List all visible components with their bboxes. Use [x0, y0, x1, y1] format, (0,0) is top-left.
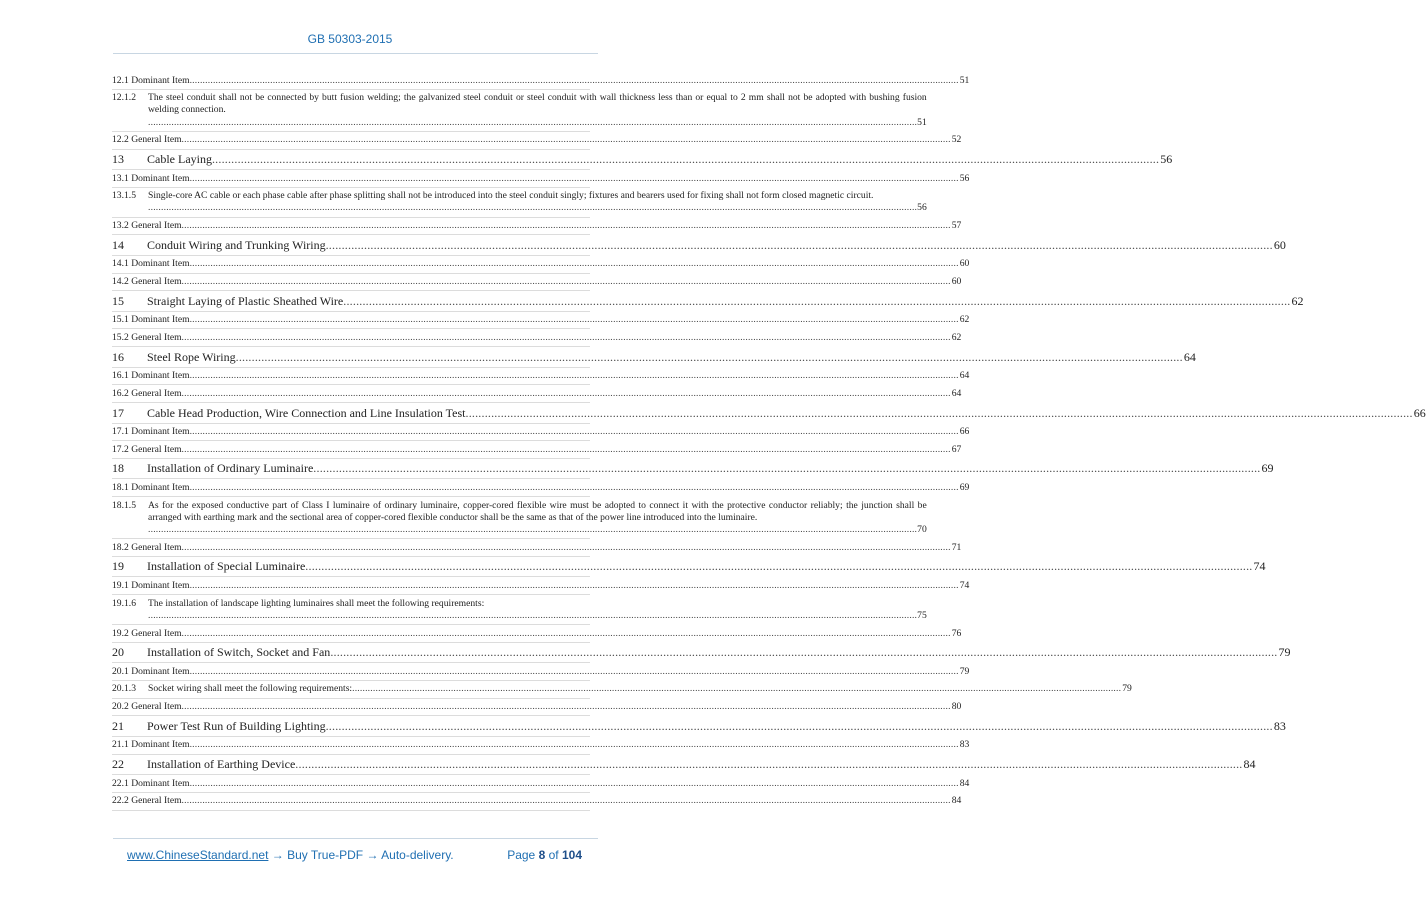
- toc-entry-title: Cable Laying: [147, 152, 212, 167]
- toc-entry[interactable]: [112, 385, 962, 403]
- page-header: GB 50303-2015: [307, 32, 393, 46]
- toc-entry-page: 74: [959, 579, 970, 591]
- leader-dots: [190, 426, 959, 438]
- toc-entry-number: 15.1: [112, 314, 129, 326]
- toc-entry-page: 79: [959, 665, 970, 677]
- toc-entry-page: 62: [951, 331, 962, 343]
- leader-dots: [190, 739, 959, 751]
- toc-entry-title: Dominant Item: [131, 74, 190, 86]
- toc-entry-title: Installation of Special Luminaire: [147, 559, 306, 574]
- toc-entry-title: The installation of landscape lighting luminaires shall meet the following requirements:: [148, 597, 485, 609]
- website-link[interactable]: www.ChineseStandard.net: [127, 848, 269, 862]
- toc-entry-number: 20.2: [112, 701, 129, 713]
- toc-entry-number: 21.1: [112, 739, 129, 751]
- leader-dots: [190, 482, 959, 494]
- toc-entry-page: 74: [1253, 559, 1266, 574]
- toc-entry-page: 64: [959, 370, 970, 382]
- leader-dots: [148, 202, 917, 214]
- toc-entry-number: 14.1: [112, 258, 129, 270]
- leader-dots: [182, 628, 951, 640]
- toc-entry[interactable]: [112, 403, 1426, 424]
- toc-entry-page: 60: [951, 276, 962, 288]
- toc-entry-number: 18.1.5: [112, 499, 136, 511]
- toc-entry-page: 84: [951, 795, 962, 807]
- toc-entry-page: 83: [1273, 718, 1286, 733]
- toc-entry-number: 18.1: [112, 481, 129, 493]
- leader-dots: [182, 542, 951, 554]
- toc-entry-number: 22: [112, 757, 124, 772]
- toc-entry[interactable]: [112, 539, 962, 557]
- toc-entry-page: 67: [951, 443, 962, 455]
- toc-entry-title: General Item: [131, 541, 182, 553]
- toc-entry-title: Conduit Wiring and Trunking Wiring: [147, 237, 326, 252]
- toc-entry[interactable]: [112, 347, 1196, 368]
- header-divider: [113, 53, 598, 54]
- leader-dots: [182, 795, 951, 807]
- toc-entry-number: 14.2: [112, 276, 129, 288]
- toc-entry-title: General Item: [131, 331, 182, 343]
- toc-entry-title: Dominant Item: [131, 777, 190, 789]
- toc-entry-page: 79: [1122, 683, 1132, 695]
- toc-entry-title: Steel Rope Wiring: [147, 349, 236, 364]
- toc-entry-page: 69: [1261, 461, 1274, 476]
- toc-entry-title: Dominant Item: [131, 665, 190, 677]
- leader-dots: [352, 683, 1121, 695]
- toc-entry-page: 52: [951, 134, 962, 146]
- leader-dots: [190, 173, 959, 185]
- toc-entry[interactable]: [112, 595, 927, 625]
- toc-entry[interactable]: [112, 557, 1266, 578]
- toc-entry-title: Socket wiring shall meet the following requirements:: [148, 683, 353, 695]
- toc-entry-page: 84: [1243, 757, 1256, 772]
- toc-entry[interactable]: [112, 755, 1256, 776]
- toc-entry-title: Single-core AC cable or each phase cable after phase splitting shall not be introduced into the steel conduit singly; fixtures and bearers used for fixing shall not form closed magnetic circuit.: [148, 190, 874, 202]
- toc-entry-number: 15.2: [112, 331, 129, 343]
- leader-dots: [148, 610, 917, 622]
- toc-entry-number: 12.1.2: [112, 92, 136, 104]
- leader-dots: [148, 117, 917, 129]
- toc-entry-number: 15: [112, 293, 124, 308]
- toc-entry-title: Installation of Earthing Device: [147, 757, 296, 772]
- toc-entry-number: 20: [112, 645, 124, 660]
- page-number: Page 8 of 104: [507, 848, 582, 862]
- leader-dots: [182, 388, 951, 400]
- toc-entry-title: Dominant Item: [131, 314, 190, 326]
- toc-entry[interactable]: [112, 497, 927, 539]
- toc-entry-number: 20.1: [112, 665, 129, 677]
- toc-entry[interactable]: [112, 132, 962, 150]
- leader-dots: [313, 461, 1260, 476]
- leader-dots: [182, 332, 951, 344]
- toc-entry[interactable]: [112, 775, 970, 793]
- toc-entry-page: 66: [1413, 405, 1426, 420]
- toc-entry-number: 12.2: [112, 134, 129, 146]
- toc-entry-title: As for the exposed conductive part of Class I luminaire of ordinary luminaire, copper-cored flexible wire must be adopted to connect it with the protective conductor reliably; the junction shall be arranged with earthing mark and the sectional area of copper-cored flexible conductor shall be the same as that of the power line introduced into the luminaire.: [148, 499, 927, 523]
- toc-entry-title: Dominant Item: [131, 426, 190, 438]
- toc-entry-title: The steel conduit shall not be connected by butt fusion welding; the galvanized steel conduit or steel conduit with wall thickness less than or equal to 2 mm shall not be adopted with bushing fusion welding connection.: [148, 92, 927, 116]
- toc-entry-title: General Item: [131, 443, 182, 455]
- toc-entry-page: 69: [959, 481, 970, 493]
- toc-entry-page: 76: [951, 627, 962, 639]
- toc-entry-page: 56: [959, 172, 970, 184]
- toc-entry-title: General Item: [131, 701, 182, 713]
- toc-entry[interactable]: [112, 793, 962, 811]
- toc-entry-title: General Item: [131, 387, 182, 399]
- toc-entry-number: 16.1: [112, 370, 129, 382]
- leader-dots: [190, 580, 959, 592]
- table-of-contents: [112, 72, 1426, 811]
- toc-entry-number: 13: [112, 152, 124, 167]
- footer-divider: [113, 838, 598, 839]
- leader-dots: [295, 757, 1242, 772]
- leader-dots: [190, 75, 959, 87]
- toc-entry-title: Installation of Ordinary Luminaire: [147, 461, 314, 476]
- toc-entry-title: Dominant Item: [131, 258, 190, 270]
- leader-dots: [190, 666, 959, 678]
- toc-entry-number: 19: [112, 559, 124, 574]
- leader-dots: [326, 238, 1273, 253]
- toc-entry-page: 79: [1278, 645, 1291, 660]
- arrow-icon: →: [271, 848, 284, 862]
- toc-entry-title: Installation of Switch, Socket and Fan: [147, 645, 331, 660]
- toc-entry-number: 18: [112, 461, 124, 476]
- leader-dots: [343, 294, 1290, 309]
- page-footer: [127, 848, 582, 862]
- toc-entry-number: 19.2: [112, 627, 129, 639]
- toc-entry[interactable]: [112, 441, 962, 459]
- leader-dots: [190, 258, 959, 270]
- toc-entry-number: 19.1: [112, 579, 129, 591]
- toc-entry-page: 60: [959, 258, 970, 270]
- leader-dots: [182, 220, 951, 232]
- toc-entry-page: 80: [951, 701, 962, 713]
- leader-dots: [148, 524, 917, 536]
- toc-entry[interactable]: [112, 72, 970, 90]
- leader-dots: [182, 701, 951, 713]
- toc-entry-title: Dominant Item: [131, 370, 190, 382]
- toc-entry-title: Straight Laying of Plastic Sheathed Wire: [147, 293, 344, 308]
- toc-entry-title: Dominant Item: [131, 739, 190, 751]
- toc-entry[interactable]: [112, 312, 970, 330]
- toc-entry-page: 71: [951, 541, 962, 553]
- toc-entry[interactable]: [112, 643, 1291, 664]
- toc-entry-number: 22.1: [112, 777, 129, 789]
- toc-entry-title: Power Test Run of Building Lighting: [147, 718, 326, 733]
- toc-entry-page: 56: [1160, 152, 1173, 167]
- toc-entry-number: 21: [112, 718, 124, 733]
- toc-entry[interactable]: [112, 150, 1173, 171]
- toc-entry-page: 51: [959, 74, 970, 86]
- toc-entry-page: 75: [917, 609, 927, 621]
- toc-entry[interactable]: [112, 235, 1286, 256]
- toc-entry-title: General Item: [131, 134, 182, 146]
- toc-entry-number: 12.1: [112, 74, 129, 86]
- toc-entry[interactable]: [112, 291, 1304, 312]
- toc-entry-title: General Item: [131, 795, 182, 807]
- auto-delivery-text: Auto-delivery.: [381, 848, 454, 862]
- toc-entry[interactable]: [112, 716, 1286, 737]
- leader-dots: [330, 645, 1277, 660]
- toc-entry-number: 19.1.6: [112, 597, 136, 609]
- leader-dots: [305, 559, 1252, 574]
- toc-entry-number: 17.1: [112, 426, 129, 438]
- toc-entry-page: 70: [917, 524, 927, 536]
- leader-dots: [182, 134, 951, 146]
- toc-entry-page: 56: [917, 202, 927, 214]
- toc-entry-title: Dominant Item: [131, 579, 190, 591]
- leader-dots: [190, 314, 959, 326]
- toc-entry[interactable]: [112, 681, 1132, 699]
- leader-dots: [190, 370, 959, 382]
- toc-entry[interactable]: [112, 479, 970, 497]
- toc-entry-title: General Item: [131, 627, 182, 639]
- toc-entry-title: Cable Head Production, Wire Connection and Line Insulation Test: [147, 405, 466, 420]
- toc-entry-number: 20.1.3: [112, 683, 136, 695]
- toc-entry-number: 13.1.5: [112, 190, 136, 202]
- toc-entry-number: 17.2: [112, 443, 129, 455]
- toc-entry[interactable]: [112, 663, 970, 681]
- leader-dots: [466, 406, 1413, 421]
- toc-entry-page: 62: [959, 314, 970, 326]
- leader-dots: [182, 276, 951, 288]
- toc-entry-number: 16: [112, 349, 124, 364]
- toc-entry-number: 13.1: [112, 172, 129, 184]
- toc-entry[interactable]: [112, 90, 927, 132]
- toc-entry-page: 60: [1273, 237, 1286, 252]
- toc-entry[interactable]: [112, 274, 962, 292]
- toc-entry-page: 64: [1183, 349, 1196, 364]
- toc-entry-title: General Item: [131, 276, 182, 288]
- toc-entry-title: Dominant Item: [131, 481, 190, 493]
- toc-entry[interactable]: [112, 625, 962, 643]
- toc-entry[interactable]: [112, 188, 927, 218]
- toc-entry[interactable]: [112, 170, 970, 188]
- toc-entry-number: 18.2: [112, 541, 129, 553]
- leader-dots: [326, 719, 1273, 734]
- toc-entry[interactable]: [112, 459, 1274, 480]
- toc-entry-page: 84: [959, 777, 970, 789]
- arrow-icon: →: [366, 848, 379, 862]
- toc-entry[interactable]: [112, 218, 962, 236]
- toc-entry[interactable]: [112, 737, 970, 755]
- buy-pdf-text: Buy True-PDF: [287, 848, 364, 862]
- toc-entry-page: 51: [917, 116, 927, 128]
- toc-entry-number: 14: [112, 237, 124, 252]
- toc-entry-title: Dominant Item: [131, 172, 190, 184]
- toc-entry-number: 13.2: [112, 220, 129, 232]
- toc-entry[interactable]: [112, 699, 962, 717]
- toc-entry[interactable]: [112, 329, 962, 347]
- toc-entry[interactable]: [112, 577, 970, 595]
- leader-dots: [190, 778, 959, 790]
- toc-entry-page: 66: [959, 426, 970, 438]
- toc-entry[interactable]: [112, 368, 970, 386]
- toc-entry[interactable]: [112, 256, 970, 274]
- toc-entry-number: 17: [112, 405, 124, 420]
- toc-entry-number: 16.2: [112, 387, 129, 399]
- toc-entry[interactable]: [112, 424, 970, 442]
- toc-entry-page: 83: [959, 739, 970, 751]
- toc-entry-page: 57: [951, 220, 962, 232]
- toc-entry-number: 22.2: [112, 795, 129, 807]
- toc-entry-title: General Item: [131, 220, 182, 232]
- toc-entry-page: 64: [951, 387, 962, 399]
- leader-dots: [236, 350, 1183, 365]
- leader-dots: [212, 152, 1159, 167]
- toc-entry-page: 62: [1291, 293, 1304, 308]
- leader-dots: [182, 444, 951, 456]
